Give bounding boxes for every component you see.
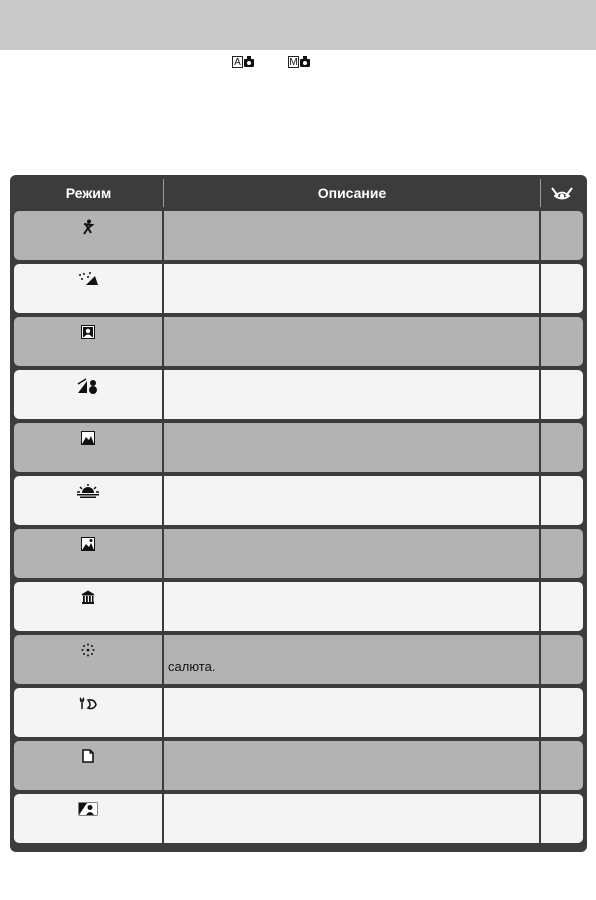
auto-mode-icon bbox=[232, 55, 254, 69]
description-cell: салюта. bbox=[164, 635, 541, 684]
viewfinder-cell bbox=[541, 688, 583, 737]
mode-cell bbox=[14, 529, 164, 578]
table-row bbox=[14, 635, 583, 684]
viewfinder-cell bbox=[541, 370, 583, 419]
mode-cell bbox=[14, 741, 164, 790]
camera-icon bbox=[244, 59, 254, 67]
description-cell bbox=[164, 370, 541, 419]
description-cell bbox=[164, 794, 541, 843]
table-header bbox=[14, 179, 583, 207]
close-up-icon bbox=[78, 696, 98, 710]
description-cell bbox=[164, 211, 541, 260]
mode-letter: M bbox=[289, 57, 298, 68]
back-light-icon bbox=[78, 802, 98, 816]
beach-snow-icon bbox=[77, 378, 99, 394]
table-row bbox=[14, 317, 583, 366]
description-cell bbox=[164, 529, 541, 578]
mode-cell bbox=[14, 635, 164, 684]
scene-mode-table bbox=[10, 175, 587, 852]
mode-cell bbox=[14, 688, 164, 737]
table-row bbox=[14, 582, 583, 631]
description-cell bbox=[164, 317, 541, 366]
viewfinder-cell bbox=[541, 211, 583, 260]
night-landscape-icon bbox=[81, 537, 95, 551]
table-row bbox=[14, 688, 583, 737]
viewfinder-cell bbox=[541, 741, 583, 790]
description-cell bbox=[164, 423, 541, 472]
description-cell bbox=[164, 582, 541, 631]
viewfinder-cell bbox=[541, 582, 583, 631]
column-header-viewfinder bbox=[541, 179, 583, 207]
mode-cell bbox=[14, 211, 164, 260]
mode-cell bbox=[14, 317, 164, 366]
description-cell bbox=[164, 688, 541, 737]
viewfinder-cell bbox=[541, 529, 583, 578]
top-band bbox=[0, 0, 596, 50]
viewfinder-cell bbox=[541, 794, 583, 843]
table-body bbox=[14, 211, 583, 843]
table-row bbox=[14, 794, 583, 843]
landscape-icon bbox=[81, 431, 95, 445]
table-row bbox=[14, 476, 583, 525]
mode-cell bbox=[14, 264, 164, 313]
camera-icon bbox=[300, 59, 310, 67]
sunset-icon bbox=[76, 484, 100, 498]
column-header-description: Описание bbox=[164, 179, 541, 207]
party-icon bbox=[77, 272, 99, 286]
mode-cell bbox=[14, 794, 164, 843]
table-row bbox=[14, 264, 583, 313]
copy-icon bbox=[82, 749, 94, 763]
table-row bbox=[14, 423, 583, 472]
description-cell bbox=[164, 476, 541, 525]
column-header-mode: Режим bbox=[14, 179, 164, 207]
mode-cell bbox=[14, 582, 164, 631]
viewfinder-cell bbox=[541, 476, 583, 525]
sports-icon bbox=[80, 219, 96, 235]
table-row bbox=[14, 211, 583, 260]
mode-cell bbox=[14, 423, 164, 472]
night-portrait-icon bbox=[81, 325, 95, 339]
mode-cell bbox=[14, 370, 164, 419]
table-row bbox=[14, 529, 583, 578]
viewfinder-cell bbox=[541, 423, 583, 472]
table-row bbox=[14, 741, 583, 790]
manual-mode-icon bbox=[288, 55, 310, 69]
viewfinder-cell bbox=[541, 317, 583, 366]
mode-cell bbox=[14, 476, 164, 525]
museum-icon bbox=[81, 590, 95, 604]
description-cell bbox=[164, 264, 541, 313]
description-cell bbox=[164, 741, 541, 790]
mode-letter: A bbox=[232, 56, 243, 68]
table-row bbox=[14, 370, 583, 419]
viewfinder-cell bbox=[541, 264, 583, 313]
fireworks-icon bbox=[81, 643, 95, 657]
mode-icons bbox=[232, 55, 310, 69]
viewfinder-cell bbox=[541, 635, 583, 684]
eye-icon bbox=[550, 184, 574, 202]
